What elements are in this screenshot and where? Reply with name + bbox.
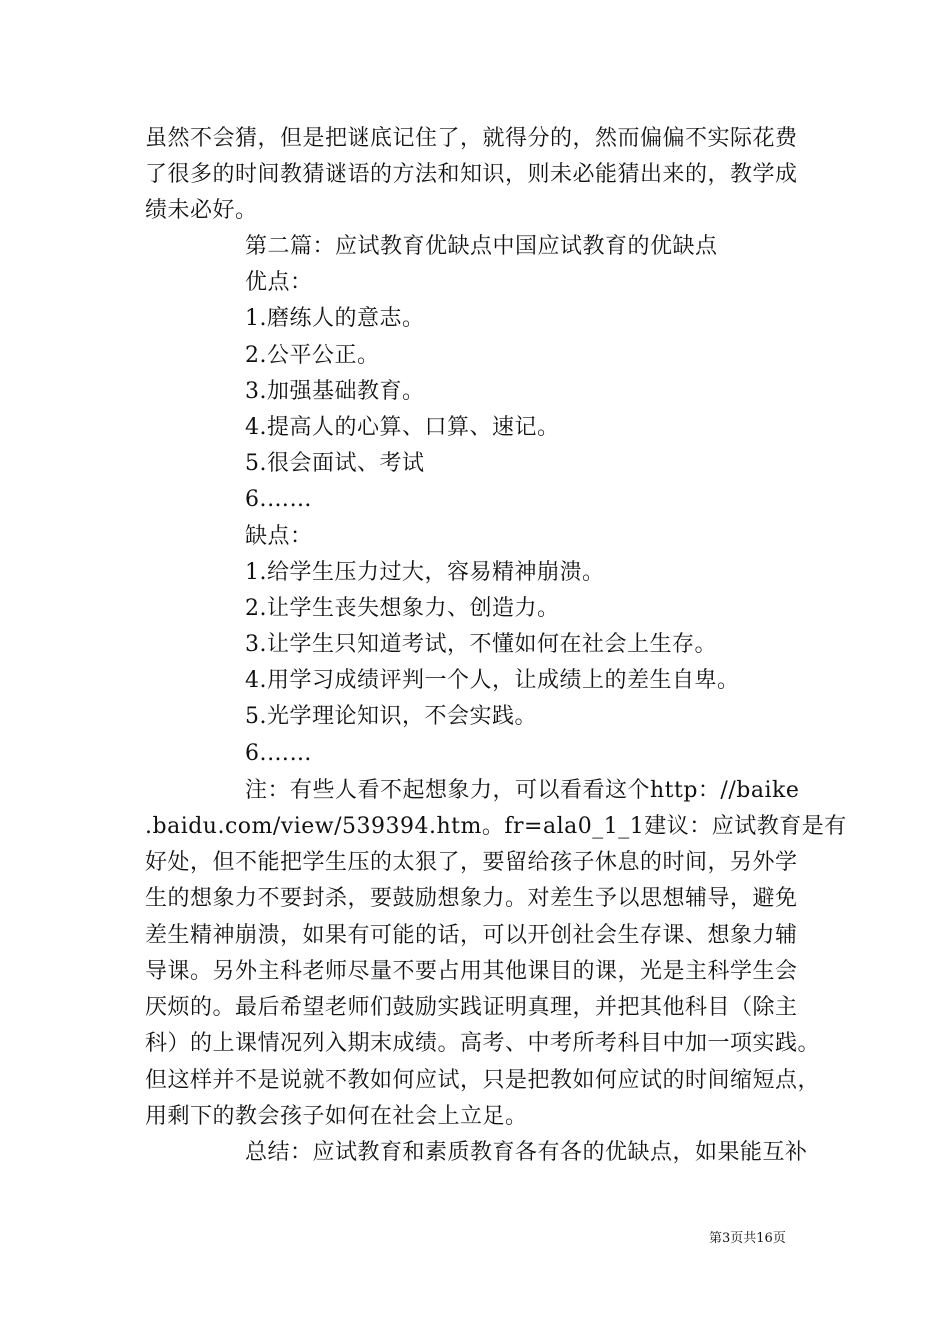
text-line: 虽然不会猜，但是把谜底记住了，就得分的，然而偏偏不实际花费 bbox=[145, 126, 798, 151]
list-item: 5.很会面试、考试 bbox=[245, 451, 425, 476]
note-paragraph-line: .baidu.com/view/539394.htm。fr=ala0_1_1建议：应试教育是有 bbox=[145, 814, 847, 839]
list-item: 6.…… bbox=[245, 741, 312, 766]
note-paragraph-line: 科）的上课情况列入期末成绩。高考、中考所考科目中加一项实践。 bbox=[145, 1031, 821, 1056]
disadvantages-label: 缺点： bbox=[245, 524, 313, 549]
list-item: 5.光学理论知识，不会实践。 bbox=[245, 704, 537, 729]
note-paragraph-line: 导课。另外主科老师尽量不要占用其他课目的课，光是主科学生会 bbox=[145, 959, 798, 984]
list-item: 2.让学生丧失想象力、创造力。 bbox=[245, 596, 560, 621]
note-paragraph-line: 生的想象力不要封杀，要鼓励想象力。对差生予以思想辅导，避免 bbox=[145, 886, 798, 911]
list-item: 1.给学生压力过大，容易精神崩溃。 bbox=[245, 560, 605, 585]
text-line: 绩未必好。 bbox=[145, 198, 258, 223]
advantages-label: 优点： bbox=[245, 270, 313, 295]
note-paragraph-line: 注：有些人看不起想象力，可以看看这个http：//baike bbox=[245, 778, 800, 803]
note-paragraph-line: 但这样并不是说就不教如何应试，只是把教如何应试的时间缩短点， bbox=[145, 1068, 821, 1093]
list-item: 6.…… bbox=[245, 487, 312, 512]
page-number-footer: 第3页共16页 bbox=[709, 1231, 786, 1246]
list-item: 4.提高人的心算、口算、速记。 bbox=[245, 415, 560, 440]
note-paragraph-line: 厌烦的。最后希望老师们鼓励实践证明真理，并把其他科目（除主 bbox=[145, 995, 798, 1020]
section-heading: 第二篇：应试教育优缺点中国应试教育的优缺点 bbox=[245, 234, 718, 259]
list-item: 3.加强基础教育。 bbox=[245, 379, 425, 404]
text-line: 了很多的时间教猜谜语的方法和知识，则未必能猜出来的，教学成 bbox=[145, 162, 798, 187]
summary-line: 总结：应试教育和素质教育各有各的优缺点，如果能互补 bbox=[245, 1140, 808, 1165]
note-paragraph-line: 用剩下的教会孩子如何在社会上立足。 bbox=[145, 1104, 528, 1129]
list-item: 2.公平公正。 bbox=[245, 343, 380, 368]
list-item: 4.用学习成绩评判一个人，让成绩上的差生自卑。 bbox=[245, 668, 740, 693]
note-paragraph-line: 好处，但不能把学生压的太狠了，要留给孩子休息的时间，另外学 bbox=[145, 850, 798, 875]
list-item: 3.让学生只知道考试，不懂如何在社会上生存。 bbox=[245, 632, 717, 657]
list-item: 1.磨练人的意志。 bbox=[245, 306, 425, 331]
note-paragraph-line: 差生精神崩溃，如果有可能的话，可以开创社会生存课、想象力辅 bbox=[145, 923, 798, 948]
